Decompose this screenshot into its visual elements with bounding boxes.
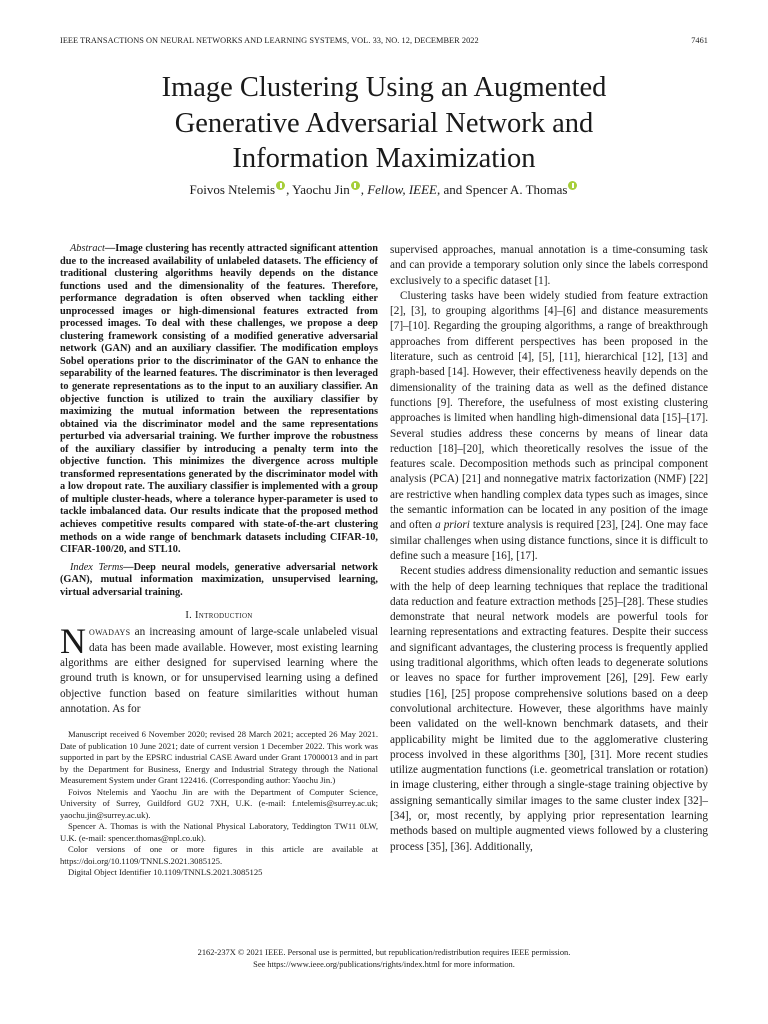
title-line-1: Image Clustering Using an Augmented — [161, 72, 607, 103]
footnote-color-versions: Color versions of one or more figures in this article are available at https://doi.org/10.1109/TNNLS.2021.3085125. — [60, 844, 378, 866]
paragraph-text: texture analysis is required [23], [24]. One may face similar challenges when using distance functions, since it is difficult to define such a measure [16], [17]. — [390, 519, 708, 562]
title-line-2: Generative Adversarial Network and — [174, 107, 594, 139]
index-terms-text: Deep neural models, generative adversarial network (GAN), mutual information maximization, unsupervised learning, virtual adversarial training. — [60, 561, 378, 598]
author-thomas: Spencer A. Thomas — [465, 182, 568, 197]
abstract — [60, 243, 378, 557]
index-terms-label: Index Terms — [70, 561, 124, 573]
footnotes — [60, 729, 378, 879]
abstract-dash: — — [104, 243, 116, 254]
author-ntelemis: Foivos Ntelemis — [189, 182, 276, 197]
footnote-manuscript: Manuscript received 6 November 2020; revised 28 March 2021; accepted 26 May 2021. Date of publication 10 June 2021; date of current version 1 December 2022. This work was supported in part by the EPSRC industrial CASE Award under Grant 17000013 and in part by the Department for Business, Energy and Industrial Strategy through the National Measurement System under Grant 122416. (Corresponding author: Yaochu Jin.) — [60, 729, 378, 786]
left-column — [60, 243, 378, 879]
orcid-icon[interactable] — [351, 181, 360, 190]
index-terms — [60, 562, 378, 600]
author-separator: , and — [437, 182, 466, 197]
drop-cap: N — [60, 621, 86, 662]
index-terms-dash: — — [123, 561, 134, 573]
body-paragraph — [390, 289, 708, 564]
footnote-doi: Digital Object Identifier 10.1109/TNNLS.2021.3085125 — [68, 867, 263, 878]
right-column — [390, 243, 708, 855]
orcid-icon[interactable] — [276, 181, 285, 190]
body-paragraph: Recent studies address dimensionality reduction and semantic issues with the help of deep learning techniques that replace the traditional data reduction and feature extraction methods [25]–[28]. These studies demonstrate that neural network models are powerful tools for learning representations and extracting features. Despite their success and significant advantages, the clustering process is frequently applied using traditional algorithms, which often leads to degenerate solutions or leaves no space for further improvement [26], [29]. Few early studies [16], [25] propose comprehensive solutions based on a deep convolutional architecture. However, these algorithms have mainly been validated on the well-known benchmark datasets, and their applicability might be limited due to the agglomerative clustering process involved in these algorithms [30], [31]. More recent studies utilize augmentation functions (i.e. geometrical translation or rotation) in image clustering, either through a single-stage training objective by assigning semantically similar images to the same cluster index [32]–[34], or, most recently, by applying prior representation learning methods based on multiple augmented views followed by a clustering process [35], [36]. Additionally, — [390, 565, 708, 853]
author-fellow-title: Fellow, IEEE — [367, 182, 437, 197]
copyright-line-1: 2162-237X © 2021 IEEE. Personal use is permitted, but republication/redistribution requires IEEE permission. — [197, 948, 571, 957]
abstract-text: Image clustering has recently attracted significant attention due to the increased availability of unlabeled datasets. The efficiency of traditional clustering algorithms heavily depends on the distance functions used and the dimensionality of the features. Therefore, performance degradation is often observed when tackling either unprocessed images or high-dimensional features extracted from processed images. To deal with these challenges, we propose a deep clustering framework consisting of a modified generative adversarial network (GAN) and an auxiliary classifier. The modification employs Sobel operations prior to the discriminator of the GAN to enhance the separability of the learned features. The discriminator is then leveraged to generate representations as to the input to an auxiliary classifier. An objective function is utilized to train the auxiliary classifier by maximizing the mutual information between the representations obtained via the discriminator model and the same representations perturbed via adversarial training. We further improve the robustness of the auxiliary classifier by introducing a penalty term into the objective function. This minimizes the divergence across multiple transformed representations generated by the discriminator model with a low dropout rate. The auxiliary classifier is implemented with a group of multiple cluster-heads, where a tolerance hyper-parameter is used to tackle imbalanced data. Our results indicate that the proposed method achieves competitive results compared with state-of-the-art clustering methods on a wide range of benchmark datasets including CIFAR-10, CIFAR-100/20, and STL10. — [60, 243, 378, 556]
intro-text: an increasing amount of large-scale unlabeled visual data has been made available. However, most existing learning algorithms are either designed for supervised learning where the ground truth is known, or for unsupervised learning using a defined objective function based on feature similarities without human annotation. As for — [60, 626, 378, 715]
body-paragraph: supervised approaches, manual annotation is a time-consuming task and can provide a temporary solution only since the labels correspond exclusively to a specific dataset [1]. — [390, 244, 708, 287]
intro-paragraph — [60, 621, 378, 717]
author-jin: Yaochu Jin — [292, 182, 350, 197]
paragraph-text: Clustering tasks have been widely studied from feature extraction [2], [3], to grouping algorithms [4]–[6] and distance measurements [7]–[10]. Regarding the grouping algorithms, a range of breakthrough approaches from different perspectives has been proposed in the literature, such as centroid [4], [5], [11], hierarchical [12], [13] and graph-based [14]. However, their effectiveness heavily depends on the dimensionality of the training data as well as the defined distance functions [9]. Therefore, the usefulness of most existing clustering approaches is limited when handling high-dimensional data [15]–[17]. Several studies address these concerns by means of linear data reduction [18]–[20], which theoretically resolves the issue of the features scale. Decomposition methods such as principal component analysis (PCA) [21] and nonnegative matrix factorization (NMF) [22] are restrictive when handling complex data types such as images, since the semantic information can be located in any position of the image and often — [390, 289, 708, 532]
paper-title — [60, 70, 708, 177]
author-list — [60, 181, 708, 198]
section-number: I. — [185, 610, 195, 622]
abstract-label: Abstract — [70, 243, 105, 254]
running-head — [60, 36, 708, 50]
section-heading-introduction — [60, 610, 378, 621]
footnote-affiliation-npl: Spencer A. Thomas is with the National Physical Laboratory, Teddington TW11 0LW, U.K. (e-mail: spencer.thomas@npl.co.uk). — [60, 821, 378, 843]
footnote-affiliation-surrey: Foivos Ntelemis and Yaochu Jin are with the Department of Computer Science, University of Surrey, Guildford GU2 7XH, U.K. (e-mail: f.ntelemis@surrey.ac.uk; yaochu.jin@surrey.ac.uk). — [60, 786, 378, 820]
journal-name: IEEE TRANSACTIONS ON NEURAL NETWORKS AND LEARNING SYSTEMS, VOL. 33, NO. 12, DECEMBER 2022 — [60, 36, 479, 45]
author-separator: , — [286, 182, 293, 197]
title-line-3: Information Maximization — [232, 143, 536, 174]
copyright-notice — [60, 947, 708, 970]
intro-smallcaps: owadays — [89, 626, 131, 639]
orcid-icon[interactable] — [568, 181, 577, 190]
page-number: 7461 — [691, 36, 708, 45]
author-separator: , — [360, 182, 368, 197]
copyright-line-2: See https://www.ieee.org/publications/rights/index.html for more information. — [253, 959, 515, 969]
section-title: Introduction — [195, 610, 253, 622]
paragraph-italic: a priori — [435, 519, 470, 532]
